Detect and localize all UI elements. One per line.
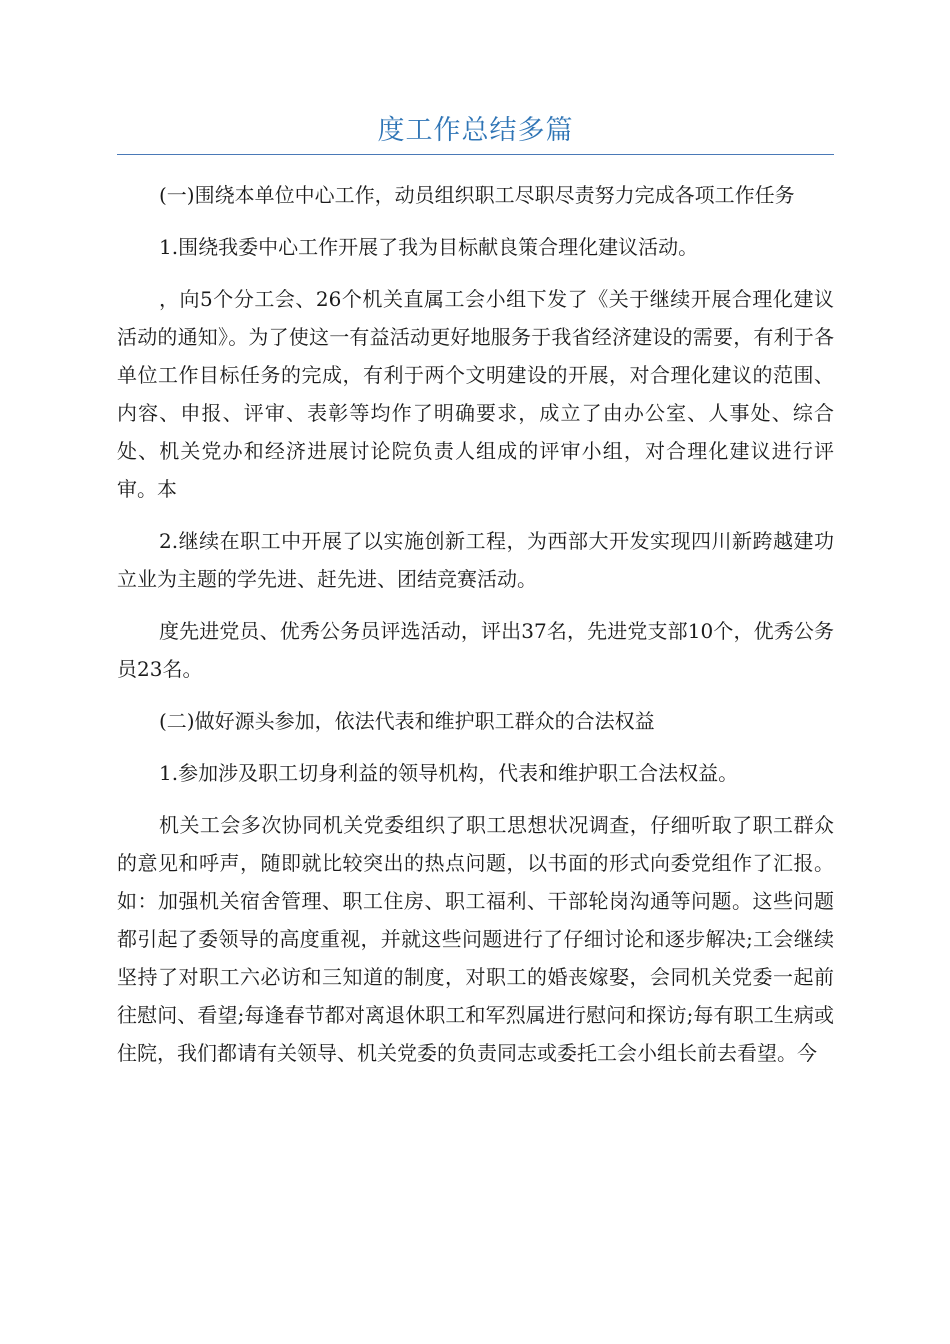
title-underline xyxy=(117,154,834,155)
paragraph-5: 度先进党员、优秀公务员评选活动，评出37名，先进党支部10个，优秀公务员23名。 xyxy=(117,619,834,681)
paragraph-4: 2.继续在职工中开展了以实施创新工程，为西部大开发实现四川新跨越建功立业为主题的学先进、赶先进、团结竞赛活动。 xyxy=(117,529,834,591)
paragraph-6: (二)做好源头参加，依法代表和维护职工群众的合法权益 xyxy=(159,709,655,733)
paragraph-7: 1.参加涉及职工切身利益的领导机构，代表和维护职工合法权益。 xyxy=(159,761,739,785)
paragraph-2: 1.围绕我委中心工作开展了我为目标献良策合理化建议活动。 xyxy=(159,235,699,259)
paragraph-8: 机关工会多次协同机关党委组织了职工思想状况调查，仔细听取了职工群众的意见和呼声，随即就比较突出的热点问题，以书面的形式向委党组作了汇报。如：加强机关宿舍管理、职工住房、职工福利、干部轮岗沟通等问题。这些问题都引起了委领导的高度重视，并就这些问题进行了仔细讨论和逐步解决;工会继续坚持了对职工六必访和三知道的制度，对职工的婚丧嫁娶，会同机关党委一起前往慰问、看望;每逢春节都对离退休职工和军烈属进行慰问和探访;每有职工生病或住院，我们都请有关领导、机关党委的负责同志或委托工会小组长前去看望。今 xyxy=(117,813,834,1065)
paragraph-3: ，向5个分工会、26个机关直属工会小组下发了《关于继续开展合理化建议活动的通知》。为了使这一有益活动更好地服务于我省经济建设的需要，有利于各单位工作目标任务的完成，有利于两个文明建设的开展，对合理化建议的范围、内容、申报、评审、表彰等均作了明确要求，成立了由办公室、人事处、综合处、机关党办和经济进展讨论院负责人组成的评审小组，对合理化建议进行评审。本 xyxy=(117,287,834,501)
document-body xyxy=(117,176,834,1086)
document-title: 度工作总结多篇 xyxy=(377,115,574,146)
paragraph-1: (一)围绕本单位中心工作，动员组织职工尽职尽责努力完成各项工作任务 xyxy=(159,183,795,207)
